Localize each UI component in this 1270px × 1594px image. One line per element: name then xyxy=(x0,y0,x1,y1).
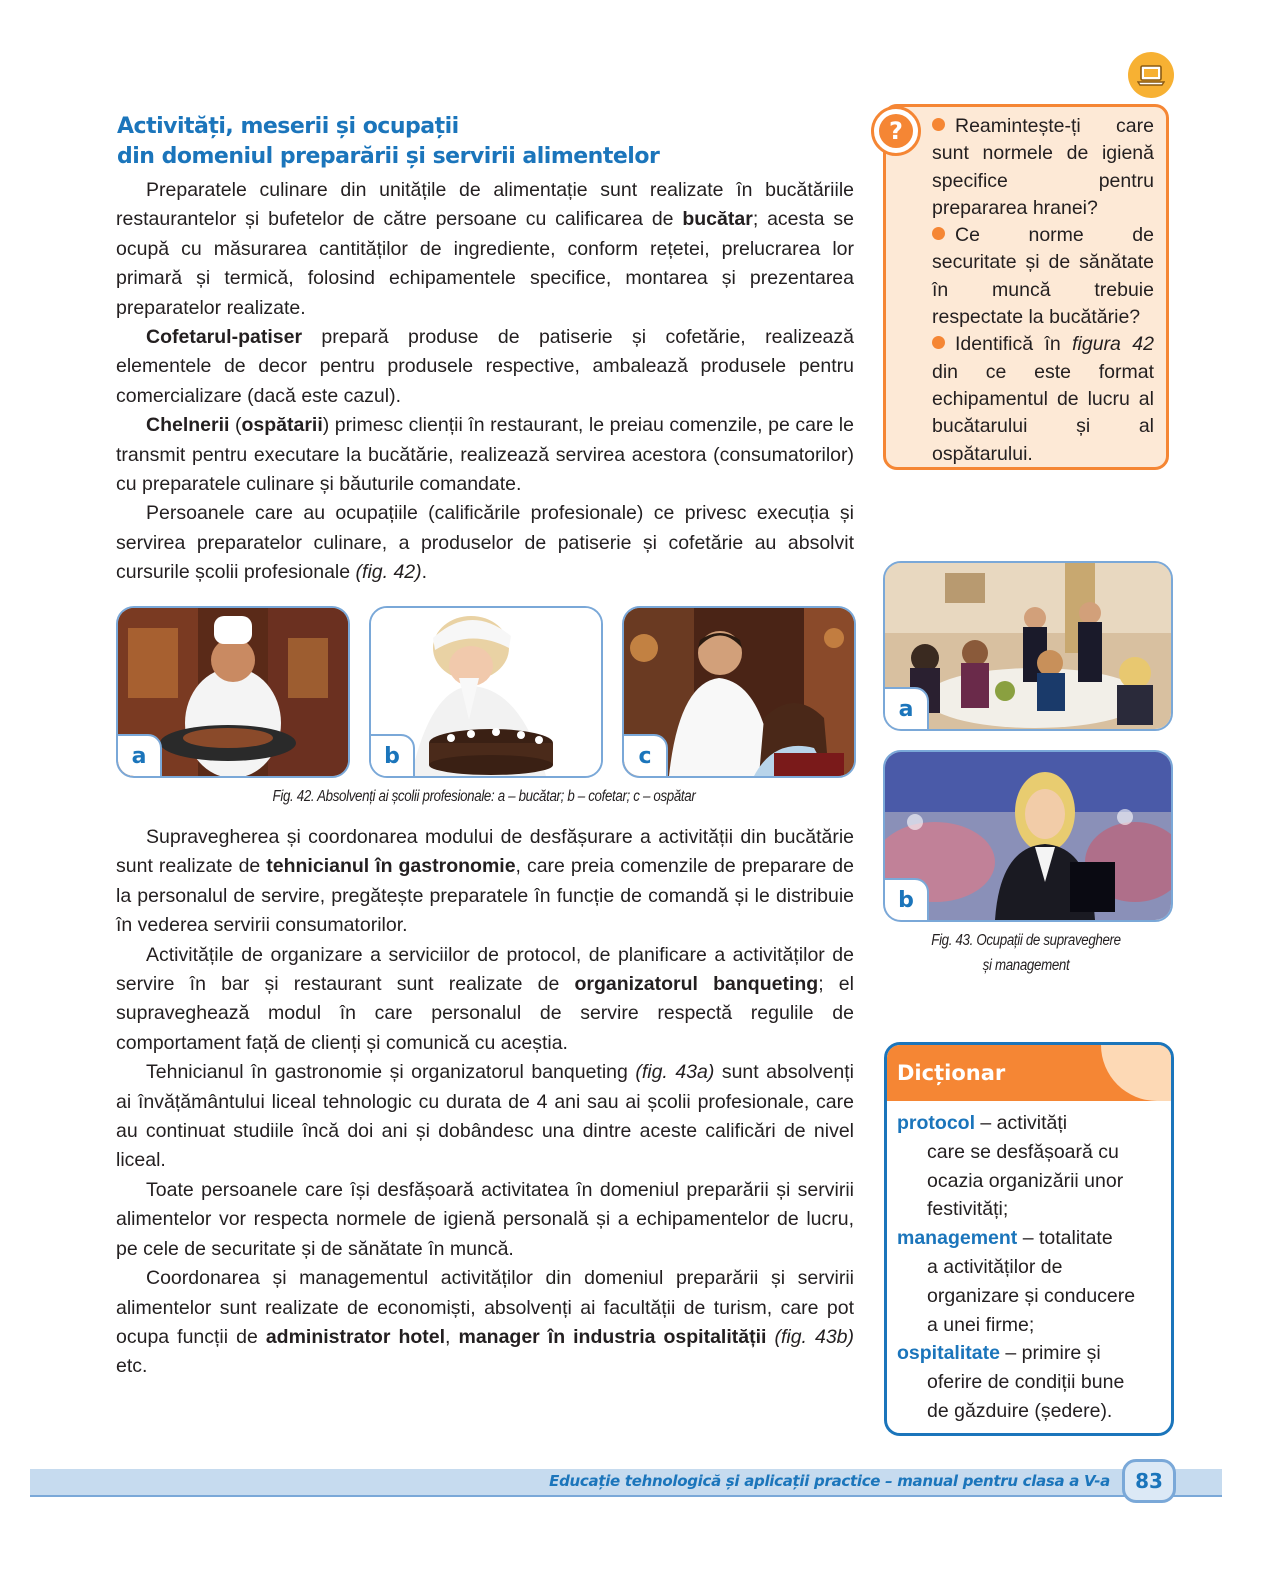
paragraph: Tehnicianul în gastronomie și organizatorul banqueting (fig. 43a) sunt absolvenți ai învățământului liceal tehnologic cu durata de 4 ani sau ai școlii profesionale, care au continuat studiile încă doi ani și dobândesc una dintre aceste calificări de nivel liceal. xyxy=(116,1061,854,1172)
question-item: Ce norme de securitate și de sănătate în muncă trebuie respectate la bucătărie? xyxy=(932,224,1154,329)
figure-43a-tag: a xyxy=(883,687,929,731)
photo-cook xyxy=(116,606,350,778)
body-text-2 xyxy=(116,823,854,1382)
dictionary-body xyxy=(887,1101,1171,1426)
figure-42a-tag: a xyxy=(116,734,162,778)
paragraph: Cofetarul-patiser prepară produse de patiserie și cofetărie, realizează elementele de decor pentru produsele respective, ambalează produsele pentru comercializare (dacă este cazul). xyxy=(116,326,854,407)
paragraph: Preparatele culinare din unitățile de alimentație sunt realizate în bucătăriile restaurantelor și bufetelor de către persoane cu calificarea de bucătar; acesta se ocupă cu măsurarea cantităților de ingrediente, conform rețetei, prelucrarea lor primară și termică, folosind echipamentele specifice, montarea și prezentarea preparatelor realizate. xyxy=(116,179,854,319)
question-box xyxy=(883,104,1169,470)
dictionary-entry: ospitalitate – primire și oferire de condiții bune de găzduire (ședere). xyxy=(897,1342,1125,1422)
figure-42-caption: Fig. 42. Absolvenți ai școlii profesionale: a – bucătar; b – cofetar; c – ospătar xyxy=(272,788,696,805)
footer-text: Educație tehnologică și aplicații practice – manual pentru clasa a V-a xyxy=(549,1472,1110,1490)
dictionary-entry: protocol – activități care se desfășoară cu ocazia organizării unor festivități; xyxy=(897,1112,1124,1221)
figure-42c-tag: c xyxy=(622,734,668,778)
paragraph: Coordonarea și managementul activităților din domeniul preparării și servirii alimentelor sunt realizate de economiști, absolvenți ai facultății de turism, care pot ocupa funcții de administrator hotel, manager în industria ospitalității (fig. 43b) etc. xyxy=(116,1267,855,1378)
title-line-1: Activități, meserii și ocupații xyxy=(117,114,459,139)
paragraph: Toate persoanele care își desfășoară activitatea în domeniul preparării și servirii alimentelor vor respecta normele de igienă personală și a echipamentelor de lucru, pe cele de securitate și de sănătate în muncă. xyxy=(116,1178,854,1260)
paragraph: Chelnerii (ospătarii) primesc clienții în restaurant, le preiau comenzile, pe care le transmit pentru executare la bucătărie, realizează servirea acestora (consumatorilor) cu preparatele culinare și băuturile comandate. xyxy=(116,414,854,496)
paragraph: Persoanele care au ocupațiile (calificările profesionale) ce privesc execuția și servirea preparatelor culinare, a produselor de patiserie și cofetărie au absolvit cursurile școlii profesionale (fig. 42). xyxy=(116,502,854,584)
page-number: 83 xyxy=(1122,1459,1176,1503)
dictionary-header xyxy=(887,1045,1171,1101)
photo-banquet xyxy=(883,561,1173,731)
figure-43b-tag: b xyxy=(883,878,929,922)
question-item: Identifică în figura 42 din ce este format echipamentul de lucru al bucătarului și al ospătarului. xyxy=(932,333,1154,465)
figure-42b-tag: b xyxy=(369,734,415,778)
page-title xyxy=(117,112,837,172)
paragraph: Activitățile de organizare a serviciilor de protocol, de planificare a activităților de servire în bar și restaurant sunt realizate de organizatorul banqueting; el supraveghează modul în care personalul de servire respectă regulile de comportament față de clienți și comunică cu aceștia. xyxy=(116,943,854,1054)
dictionary-entry: management – totalitate a activităților de organizare și conducere a unei firme; xyxy=(897,1227,1136,1336)
photo-manager xyxy=(883,750,1173,922)
photo-waiter xyxy=(622,606,856,778)
question-icon: ? xyxy=(871,106,921,156)
intro-text xyxy=(116,176,854,588)
paragraph: Supravegherea și coordonarea modului de desfășurare a activității din bucătărie sunt realizate de tehnicianul în gastronomie, care preia comenzile de preparare de la personalul de servire, pregătește preparatele în funcție de comandă și le distribuie în vederea servirii consumatorilor. xyxy=(116,826,854,937)
laptop-icon xyxy=(1128,52,1174,98)
bullet-dot xyxy=(932,336,945,349)
title-line-2: din domeniul preparării și servirii alimentelor xyxy=(117,144,660,169)
dictionary-box xyxy=(884,1042,1174,1436)
dictionary-title: Dicționar xyxy=(897,1061,1006,1085)
question-item: Reamintește-ți care sunt normele de igienă specifice pentru prepararea hranei? xyxy=(932,115,1154,219)
photo-pastry-chef xyxy=(369,606,603,778)
figure-43-caption: Fig. 43. Ocupații de supraveghere și management xyxy=(931,932,1121,974)
bullet-dot xyxy=(932,227,945,240)
bullet-dot xyxy=(932,118,945,131)
